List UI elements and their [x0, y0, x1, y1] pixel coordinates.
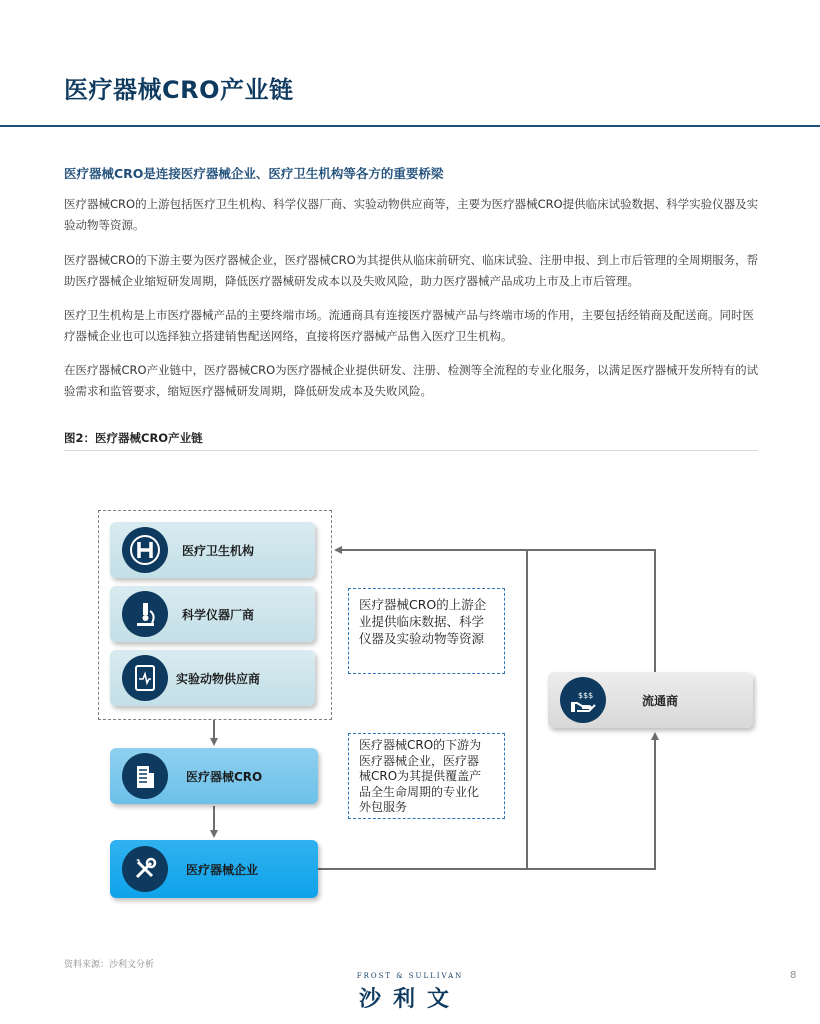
paragraph-distribution: 医疗卫生机构是上市医疗器械产品的主要终端市场。流通商具有连接医疗器械产品与终端市场的作用，主要包括经销商及配送商。同时医疗器械企业也可以选择独立搭建销售配送网络，直接将医疗器械产品售入医疗卫生机构。 — [64, 308, 754, 343]
monitor-icon — [122, 655, 168, 701]
node-instrument — [110, 586, 315, 642]
instrument-label: 科学仪器厂商 — [182, 607, 255, 622]
section-heading: 医疗器械CRO是连接医疗器械企业、医疗卫生机构等各方的重要桥梁 — [64, 166, 444, 181]
arrow-enterprise-to-distributor — [527, 734, 655, 869]
upstream-note-line: 医疗器械CRO的上游企 — [359, 597, 487, 612]
node-hospital — [110, 522, 315, 578]
brand-logo-cn: 沙利文 — [358, 987, 461, 1012]
node-enterprise — [110, 840, 318, 898]
downstream-note-line: 医疗器械CRO的下游为 — [359, 738, 482, 752]
svg-text:$$$: $$$ — [578, 691, 594, 700]
source-note: 资料来源：沙利文分析 — [64, 960, 155, 970]
node-cro — [110, 748, 318, 804]
hospital-icon — [122, 527, 168, 573]
animal-supplier-label: 实验动物供应商 — [176, 671, 261, 686]
money-hand-icon — [560, 677, 606, 723]
node-animal-supplier — [110, 650, 315, 706]
hospital-label: 医疗卫生机构 — [182, 543, 255, 558]
building-icon — [122, 753, 168, 799]
line-distributor-to-hospital — [527, 550, 655, 672]
downstream-note-line: 外包服务 — [359, 800, 408, 814]
paragraph-upstream: 医疗器械CRO的上游包括医疗卫生机构、科学仪器厂商、实验动物供应商等，主要为医疗器械CRO提供临床试验数据、科学实验仪器及实验动物等资源。 — [64, 197, 759, 232]
tools-icon — [122, 846, 168, 892]
page-title: 医疗器械CRO产业链 — [64, 76, 294, 104]
distributor-label: 流通商 — [642, 693, 679, 708]
brand-logo-en: FROST & SULLIVAN — [356, 972, 464, 980]
downstream-note-line: 械CRO为其提供覆盖产 — [359, 769, 482, 783]
upstream-note-line: 仪器及实验动物等资源 — [359, 631, 485, 646]
cro-label: 医疗器械CRO — [186, 769, 263, 784]
downstream-note — [348, 733, 505, 819]
paragraph-summary: 在医疗器械CRO产业链中，医疗器械CRO为医疗器械企业提供研发、注册、检测等全流程的专业化服务，以满足医疗器械开发所特有的试验需求和监管要求，缩短医疗器械研发周期，降低研发成本及失败风险。 — [64, 363, 759, 398]
enterprise-label: 医疗器械企业 — [186, 862, 259, 877]
figure-title: 图2：医疗器械CRO产业链 — [64, 431, 203, 445]
node-distributor — [548, 672, 753, 728]
page-number: 8 — [790, 970, 797, 981]
downstream-note-line: 品全生命周期的专业化 — [359, 784, 480, 799]
upstream-note-line: 业提供临床数据、科学 — [359, 614, 485, 629]
upstream-note — [348, 588, 505, 674]
paragraph-downstream: 医疗器械CRO的下游主要为医疗器械企业，医疗器械CRO为其提供从临床前研究、临床试验、注册申报、到上市后管理的全周期服务，帮助医疗器械企业缩短研发周期，降低医疗器械研发成本以及失败风险，助力医疗器械产品成功上市及上市后管理。 — [64, 253, 759, 288]
microscope-icon — [122, 591, 168, 637]
downstream-note-line: 医疗器械企业，医疗器 — [359, 753, 480, 768]
